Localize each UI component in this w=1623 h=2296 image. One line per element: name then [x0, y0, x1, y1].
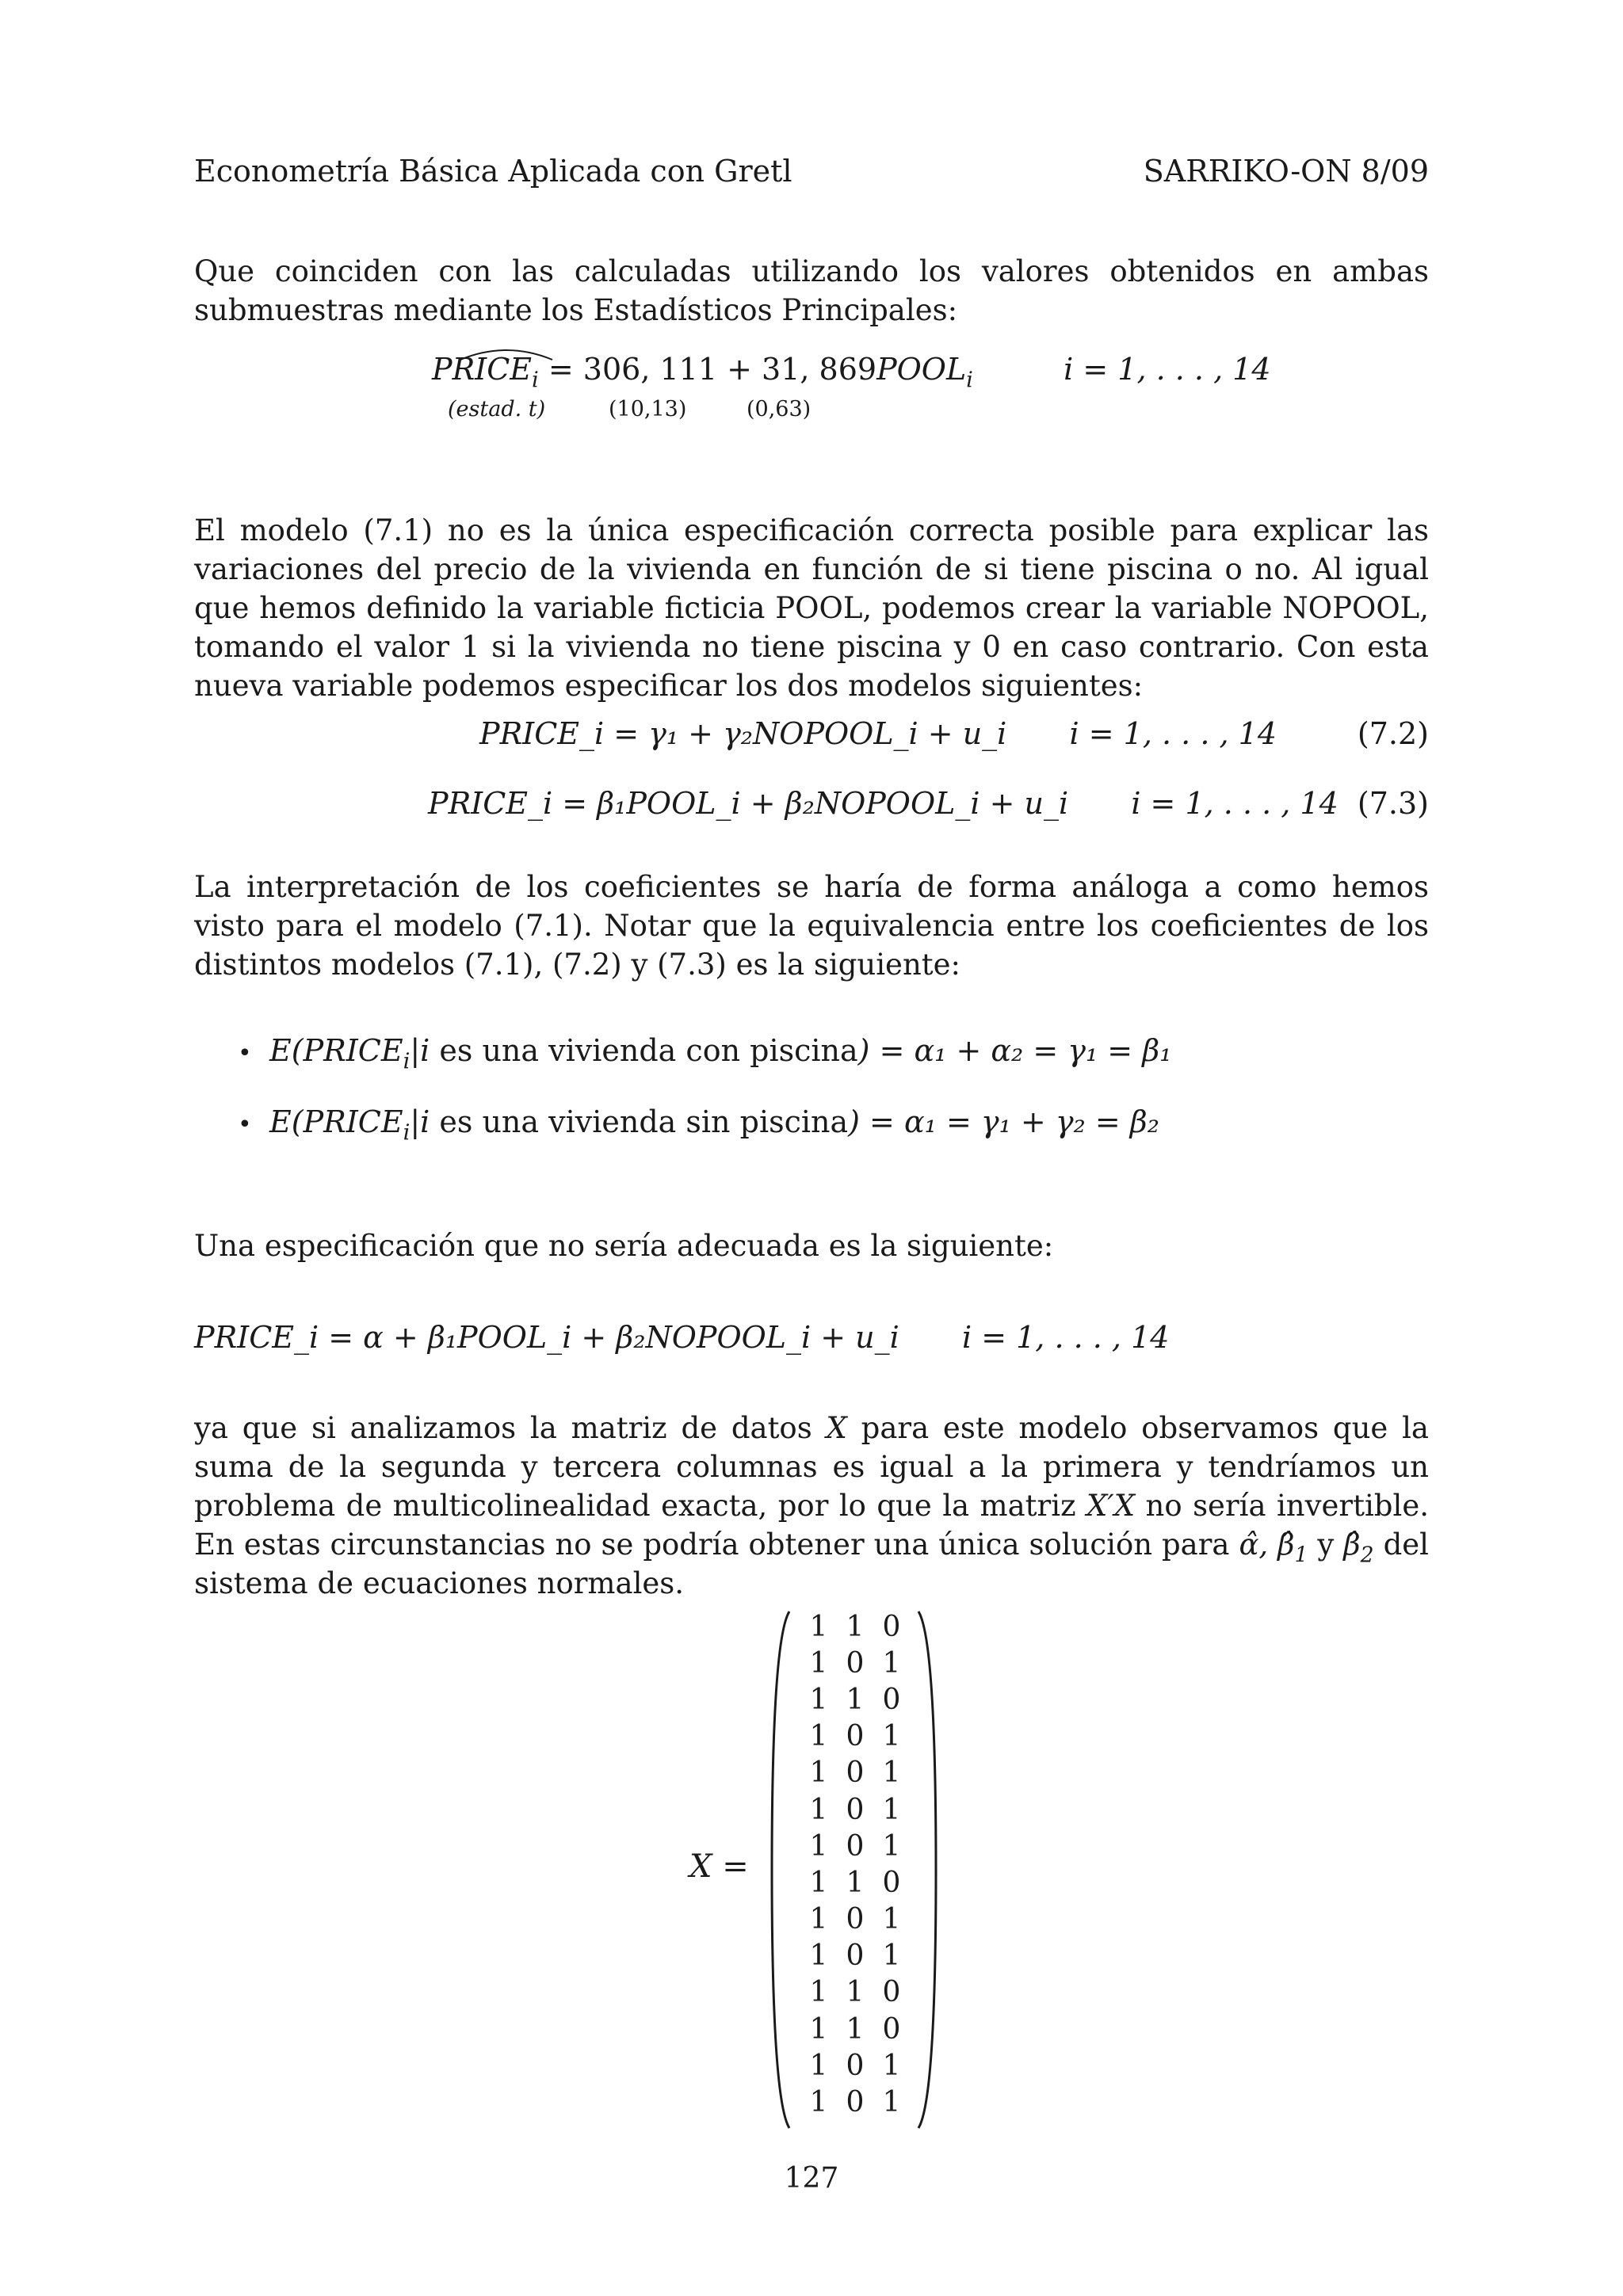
bullet-icon: •	[238, 1111, 252, 1138]
equation-7-2	[479, 713, 1277, 754]
matrix-row	[800, 1681, 911, 1718]
matrix-row	[800, 1938, 911, 1974]
matrix-cell: 1	[809, 1646, 828, 1680]
equation-bad-spec-range: i = 1, . . . , 14	[961, 1320, 1170, 1355]
matrix-cell: 0	[846, 2086, 865, 2119]
matrix-cell: 0	[882, 1683, 901, 1716]
matrix-cell: 0	[846, 1793, 865, 1826]
matrix-cell: 1	[846, 1976, 865, 2009]
equation-7-3-range: i = 1, . . . , 14	[1131, 786, 1338, 821]
matrix-cell: 0	[882, 2012, 901, 2046]
matrix-cell: 1	[809, 1903, 828, 1936]
estimated-var: POOL	[876, 352, 967, 387]
matrix-cell: 1	[882, 1793, 901, 1826]
matrix-cell: 0	[882, 1866, 901, 1899]
design-matrix	[689, 1608, 943, 2131]
equation-7-3-body: PRICE_i = β₁POOL_i + β₂NOPOOL_i + u_i	[428, 786, 1069, 821]
equation-7-2-body: PRICE_i = γ₁ + γ₂NOPOOL_i + u_i	[479, 716, 1007, 751]
left-paren-icon	[769, 1608, 792, 2131]
matrix-grid	[800, 1608, 911, 2121]
estimated-lhs: $PRICE_i$	[432, 349, 539, 390]
estimated-rhs: = 306, 111 + 31, 869	[548, 352, 877, 387]
matrix-cell: 1	[882, 1720, 901, 1753]
matrix-cell: 0	[846, 2049, 865, 2082]
bullet-item-con-piscina: • $E(PRICE_i|i$ es una vivienda con piscina) = α₁ + α₂ = γ₁ = β₁	[238, 1033, 1172, 1074]
estimated-range: i = 1, . . . , 14	[1064, 352, 1271, 387]
matrix-cell: 1	[809, 1939, 828, 1973]
header-issue: SARRIKO-ON 8/09	[1143, 154, 1429, 189]
equation-bad-spec-body: PRICE_i = α + β₁POOL_i + β₂NOPOOL_i + u_i	[194, 1320, 899, 1355]
matrix-cell: 1	[882, 2049, 901, 2082]
matrix-cell: 1	[809, 1756, 828, 1790]
matrix-cell: 0	[882, 1610, 901, 1643]
matrix-cell: 1	[846, 2012, 865, 2046]
estimated-var-sub: i	[966, 368, 973, 393]
matrix-row	[800, 1718, 911, 1755]
equation-bad-spec	[194, 1317, 1169, 1358]
matrix-cell: 1	[809, 1829, 828, 1863]
matrix-cell: 1	[809, 2049, 828, 2082]
stat-label: (estad. t)	[448, 397, 546, 421]
paragraph-model-alternatives: El modelo (7.1) no es la única especificación correcta posible para explicar las variaciones del precio de la vivienda en función de si tiene piscina o no. Al igual que hemos definido la variable ficticia POOL, podemos crear la variable NOPOOL, tomando el valor 1 si la vivienda no tiene piscina y 0 en caso contrario. Con esta nueva variable podemos especificar los dos modelos siguientes:	[194, 513, 1429, 703]
matrix-cell: 0	[846, 1756, 865, 1790]
paragraph-multicollinearity: ya que si analizamos la matriz de datos X para este modelo observamos que la suma de la segunda y tercera columnas es igual a la primera y tendríamos un problema de multicolinealidad exacta, por lo que la matriz X′X no sería invertible. En estas circunstancias no se podría obtener una única solución para α̂, $\betâ_1$ y $\betâ_2$ del sistema de ecuaciones normales.	[194, 1411, 1429, 1600]
intro-paragraph: Que coinciden con las calculadas utilizando los valores obtenidos en ambas submuestras mediante los Estadísticos Principales:	[194, 254, 1429, 327]
bullet-icon: •	[238, 1039, 252, 1067]
page-number: 127	[784, 2162, 839, 2195]
matrix-cell: 1	[882, 1903, 901, 1936]
matrix-row	[800, 2047, 911, 2084]
matrix-cell: 1	[809, 1976, 828, 2009]
matrix-row	[800, 1864, 911, 1901]
equation-7-2-range: i = 1, . . . , 14	[1069, 716, 1277, 751]
matrix-cell: 0	[846, 1939, 865, 1973]
matrix-label: X =	[689, 1848, 749, 1885]
matrix-cell: 1	[882, 1756, 901, 1790]
matrix-row	[800, 1608, 911, 1645]
matrix-row	[800, 1645, 911, 1681]
matrix-cell: 1	[882, 1829, 901, 1863]
estimated-equation	[432, 349, 1271, 393]
t-stat-2: (0,63)	[747, 397, 812, 421]
matrix-cell: 0	[846, 1720, 865, 1753]
matrix-cell: 1	[846, 1610, 865, 1643]
matrix-cell: 1	[809, 1610, 828, 1643]
paragraph-interpretation: La interpretación de los coeficientes se haría de forma análoga a como hemos visto para el modelo (7.1). Notar que la equivalencia entre los coeficientes de los distintos modelos (7.1), (7.2) y (7.3) es la siguiente:	[194, 870, 1429, 982]
matrix-cell: 1	[882, 1646, 901, 1680]
running-header	[194, 151, 1429, 192]
matrix-cell: 1	[882, 2086, 901, 2119]
matrix-row	[800, 2011, 911, 2047]
right-paren-icon	[915, 1608, 939, 2131]
equation-7-3	[428, 783, 1338, 824]
matrix-cell: 0	[846, 1903, 865, 1936]
matrix-row	[800, 1974, 911, 2011]
matrix-cell: 1	[809, 2012, 828, 2046]
matrix-cell: 0	[846, 1829, 865, 1863]
matrix-cell: 1	[809, 1793, 828, 1826]
t-stat-1: (10,13)	[609, 397, 687, 421]
matrix-cell: 1	[809, 2086, 828, 2119]
matrix-row	[800, 1791, 911, 1828]
matrix-cell: 1	[846, 1866, 865, 1899]
header-title: Econometría Básica Aplicada con Gretl	[194, 154, 792, 189]
equation-number-7-2: (7.2)	[1357, 716, 1429, 751]
wide-hat-icon	[459, 344, 554, 361]
matrix-row	[800, 2084, 911, 2120]
matrix-row	[800, 1755, 911, 1791]
matrix-cell: 1	[882, 1939, 901, 1973]
equation-number-7-3: (7.3)	[1357, 786, 1429, 821]
matrix-cell: 1	[809, 1720, 828, 1753]
matrix-cell: 1	[809, 1866, 828, 1899]
matrix-cell: 1	[846, 1683, 865, 1716]
matrix-row	[800, 1901, 911, 1938]
matrix-cell: 1	[809, 1683, 828, 1716]
paragraph-bad-spec: Una especificación que no sería adecuada es la siguiente:	[194, 1229, 1054, 1263]
bullet-item-sin-piscina: • $E(PRICE_i|i$ es una vivienda sin piscina) = α₁ = γ₁ + γ₂ = β₂	[238, 1104, 1159, 1146]
matrix-cell: 0	[882, 1976, 901, 2009]
matrix-row	[800, 1828, 911, 1864]
matrix-cell: 0	[846, 1646, 865, 1680]
